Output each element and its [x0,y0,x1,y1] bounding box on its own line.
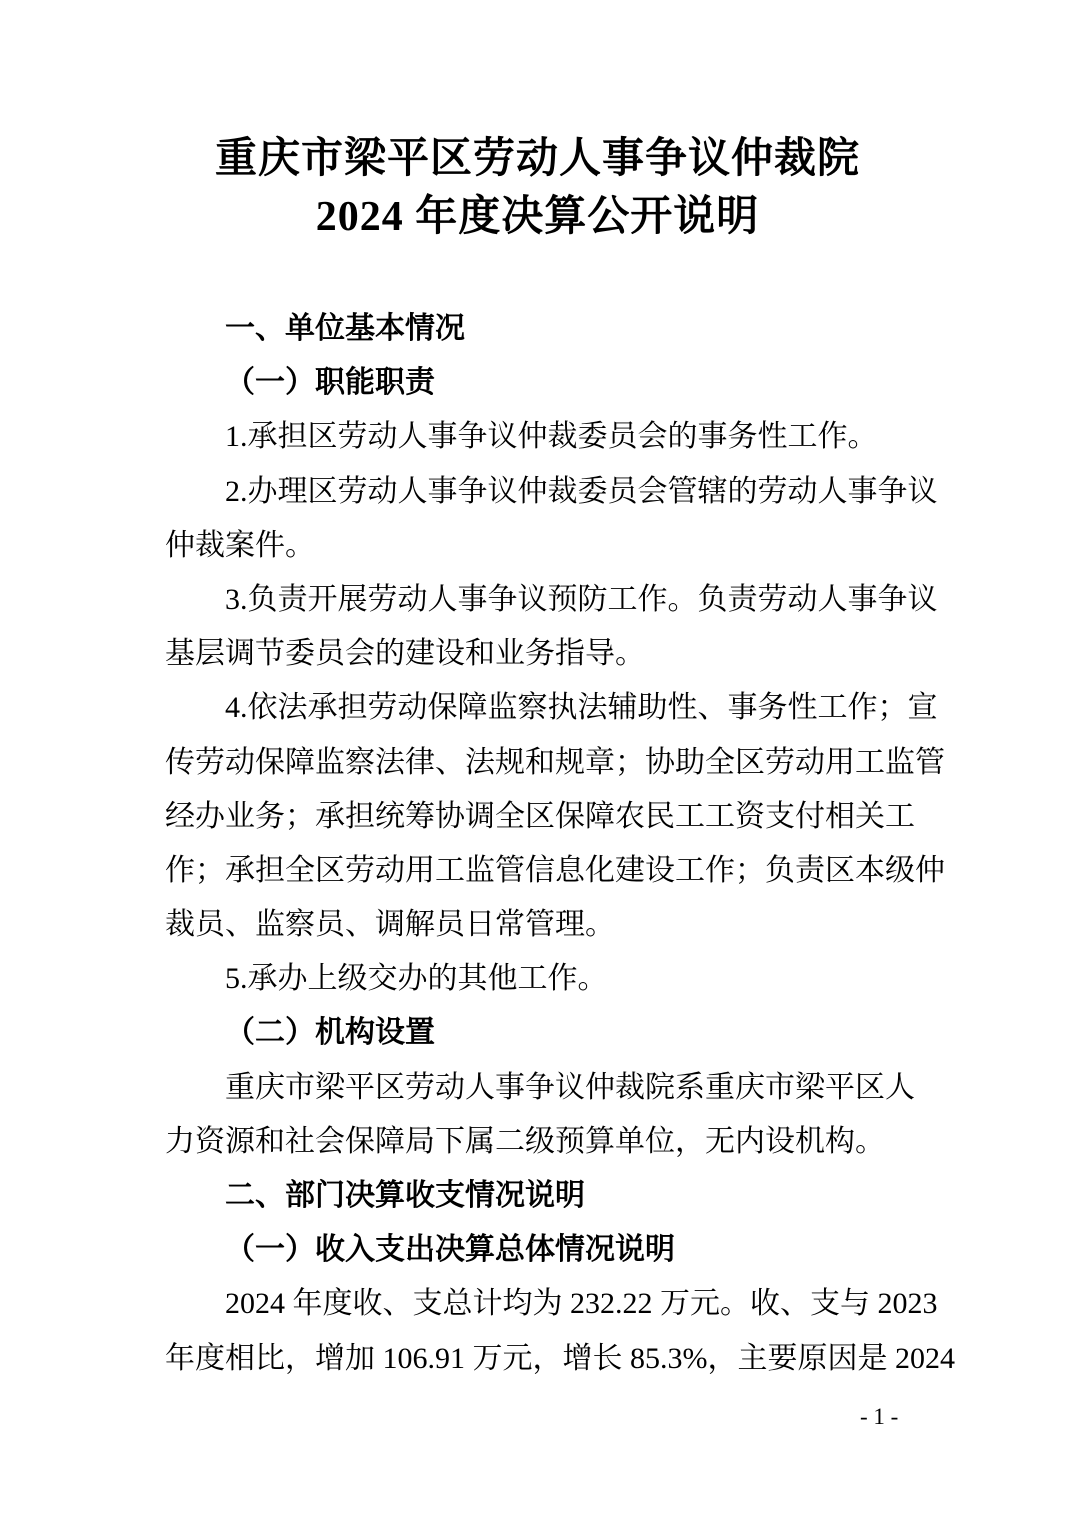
document-title-line1: 重庆市梁平区劳动人事争议仲裁院 [214,136,860,182]
text-line: 年度相比，增加 106.91 万元，增长 85.3%，主要原因是 2024 [165,1341,955,1375]
text-line: 5.承办上级交办的其他工作。 [225,962,608,996]
document-title [0,130,1075,246]
text-line: 4.依法承担劳动保障监察执法辅助性、事务性工作；宣 [225,691,938,725]
section-heading: 二、部门决算收支情况说明 [225,1179,585,1212]
text-line: 仲裁案件。 [165,528,315,562]
text-line: 裁员、监察员、调解员日常管理。 [165,908,615,942]
section-heading: （一）职能职责 [225,365,435,401]
section-heading: （二）机构设置 [225,1015,435,1051]
text-line: 传劳动保障监察法律、法规和规章；协助全区劳动用工监管 [165,745,945,779]
text-line: 3.负责开展劳动人事争议预防工作。负责劳动人事争议 [225,582,938,616]
text-line: 1.承担区劳动人事争议仲裁委员会的事务性工作。 [225,420,878,454]
section-heading: 一、单位基本情况 [225,312,465,345]
text-line: 2.办理区劳动人事争议仲裁委员会管辖的劳动人事争议 [225,474,938,508]
document-title-line2: 2024 年度决算公开说明 [315,194,760,240]
section-heading: （一）收入支出决算总体情况说明 [225,1232,675,1268]
text-line: 基层调节委员会的建设和业务指导。 [165,637,645,671]
text-line: 2024 年度收、支总计均为 232.22 万元。收、支与 2023 [225,1287,938,1321]
text-line: 作；承担全区劳动用工监管信息化建设工作；负责区本级仲 [165,853,945,887]
text-line: 力资源和社会保障局下属二级预算单位，无内设机构。 [165,1124,885,1158]
page-number: - 1 - [860,1404,899,1429]
text-line: 经办业务；承担统筹协调全区保障农民工工资支付相关工 [165,799,915,833]
text-line: 重庆市梁平区劳动人事争议仲裁院系重庆市梁平区人 [225,1070,915,1104]
document-body [165,302,955,1386]
